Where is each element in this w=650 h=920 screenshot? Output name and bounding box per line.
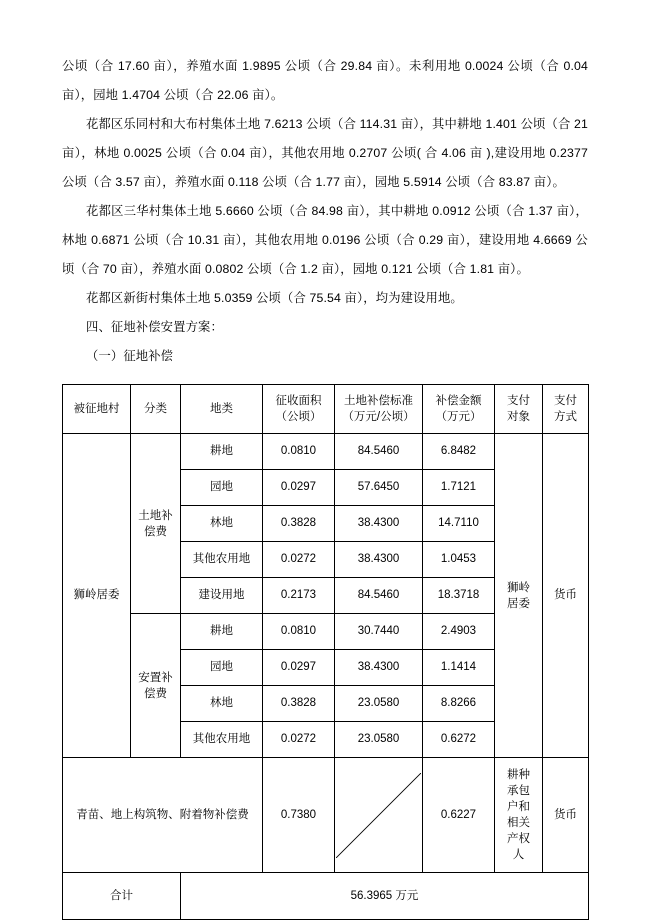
header-area-line1: 征收面积 (275, 395, 322, 407)
seedling-target-line2: 承包 (507, 785, 530, 797)
header-pay-method (543, 385, 589, 434)
cell-amount: 1.7121 (423, 470, 495, 506)
cell-pay-target (495, 434, 543, 758)
cell-area: 0.3828 (263, 506, 335, 542)
cell-village: 狮岭居委 (63, 434, 131, 758)
cell-land-type: 其他农用地 (181, 722, 263, 758)
group-resettle-line2: 偿费 (144, 687, 167, 700)
header-category: 分类 (131, 385, 181, 434)
cell-seedling-pay-target (495, 758, 543, 873)
header-amount-line1: 补偿金额 (435, 395, 482, 407)
cell-land-type: 园地 (181, 470, 263, 506)
cell-standard: 38.4300 (335, 542, 423, 578)
compensation-table (62, 384, 589, 920)
table-row-seedling (63, 758, 589, 873)
cell-seedling-amount: 0.6227 (423, 758, 495, 873)
cell-amount: 18.3718 (423, 578, 495, 614)
seedling-target-line1: 耕种 (507, 769, 530, 781)
paragraph-3: 花都区三华村集体土地 5.6660 公顷（合 84.98 亩），其中耕地 0.0912 公顷（合 1.37 亩），林地 0.6871 公顷（合 10.31 亩），其他农用地 0.0196 公顷（合 0.29 亩），建设用地 4.6669 公顷（合 70 亩），养殖水面 0.0802 公顷（合 1.2 亩），园地 0.121 公顷（合 1.81 亩）。 (62, 204, 588, 276)
table-header-row (63, 385, 589, 434)
paragraph-2: 花都区乐同村和大布村集体土地 7.6213 公顷（合 114.31 亩），其中耕地 1.401 公顷（合 21 亩），林地 0.0025 公顷（合 0.04 亩），其他农用地 0.2707 公顷( 合 4.06 亩 ),建设用地 0.2377 公顷（合 3.57 亩），养殖水面 0.118 公顷（合 1.77 亩），园地 5.5914 公顷（合 83.87 亩）。 (62, 117, 588, 189)
subsection-heading-one: （一）征地补偿 (86, 349, 174, 363)
cell-land-type: 园地 (181, 650, 263, 686)
header-area (263, 385, 335, 434)
header-pay-target (495, 385, 543, 434)
cell-area: 0.0272 (263, 722, 335, 758)
group-land-line1: 土地补 (138, 509, 173, 522)
cell-land-type: 其他农用地 (181, 542, 263, 578)
cell-land-type: 耕地 (181, 434, 263, 470)
cell-amount: 6.8482 (423, 434, 495, 470)
header-amount (423, 385, 495, 434)
cell-land-type: 林地 (181, 506, 263, 542)
cell-amount: 8.8266 (423, 686, 495, 722)
seedling-target-line5: 产权 (507, 833, 530, 845)
header-pay-method-line2: 方式 (554, 411, 577, 423)
table-row-total (63, 873, 589, 920)
cell-standard: 38.4300 (335, 506, 423, 542)
cell-group-resettlement (131, 614, 181, 758)
cell-standard: 84.5460 (335, 434, 423, 470)
group-land-line2: 偿费 (144, 525, 167, 538)
cell-amount: 0.6272 (423, 722, 495, 758)
cell-group-land-compensation (131, 434, 181, 614)
header-amount-line2: （万元） (435, 411, 482, 423)
cell-area: 0.2173 (263, 578, 335, 614)
cell-standard: 30.7440 (335, 614, 423, 650)
paragraph-1: 公顷（合 17.60 亩），养殖水面 1.9895 公顷（合 29.84 亩）。未利用地 0.0024 公顷（合 0.04 亩），园地 1.4704 公顷（合 22.06 亩）。 (62, 59, 588, 102)
header-standard-line2: （万元/公顷） (342, 411, 415, 423)
cell-land-type: 耕地 (181, 614, 263, 650)
table-row (63, 434, 589, 470)
cell-standard: 38.4300 (335, 650, 423, 686)
cell-area: 0.0272 (263, 542, 335, 578)
cell-standard: 84.5460 (335, 578, 423, 614)
header-village: 被征地村 (63, 385, 131, 434)
cell-standard: 57.6450 (335, 470, 423, 506)
header-land-type: 地类 (181, 385, 263, 434)
cell-seedling-pay-method: 货币 (543, 758, 589, 873)
seedling-target-line4: 相关 (507, 817, 530, 829)
cell-amount: 1.0453 (423, 542, 495, 578)
paragraph-4: 花都区新街村集体土地 5.0359 公顷（合 75.54 亩），均为建设用地。 (86, 291, 463, 305)
cell-area: 0.0810 (263, 434, 335, 470)
cell-amount: 14.7110 (423, 506, 495, 542)
seedling-target-line3: 户和 (507, 801, 530, 813)
cell-area: 0.3828 (263, 686, 335, 722)
cell-total-label: 合计 (63, 873, 181, 920)
group-resettle-line1: 安置补 (138, 671, 173, 684)
header-area-line2: （公顷） (275, 411, 322, 423)
section-heading-four: 四、征地补偿安置方案： (86, 320, 223, 334)
header-standard-line1: 土地补偿标准 (344, 395, 413, 407)
cell-total-value: 56.3965 万元 (181, 873, 589, 920)
header-pay-target-line2: 对象 (507, 411, 530, 423)
seedling-target-line6: 人 (512, 849, 525, 861)
cell-pay-method: 货币 (543, 434, 589, 758)
header-pay-target-line1: 支付 (507, 395, 530, 407)
cell-standard: 23.0580 (335, 722, 423, 758)
header-pay-method-line1: 支付 (554, 395, 577, 407)
cell-seedling-area: 0.7380 (263, 758, 335, 873)
diagonal-slash-icon (336, 773, 421, 858)
cell-standard: 23.0580 (335, 686, 423, 722)
cell-amount: 2.4903 (423, 614, 495, 650)
pay-target-line2: 居委 (507, 597, 530, 610)
cell-area: 0.0297 (263, 470, 335, 506)
header-standard (335, 385, 423, 434)
cell-land-type: 建设用地 (181, 578, 263, 614)
cell-land-type: 林地 (181, 686, 263, 722)
cell-seedling-label: 青苗、地上构筑物、附着物补偿费 (63, 758, 263, 873)
cell-area: 0.0297 (263, 650, 335, 686)
cell-area: 0.0810 (263, 614, 335, 650)
pay-target-line1: 狮岭 (507, 581, 530, 594)
cell-seedling-diagonal (335, 758, 423, 873)
cell-amount: 1.1414 (423, 650, 495, 686)
